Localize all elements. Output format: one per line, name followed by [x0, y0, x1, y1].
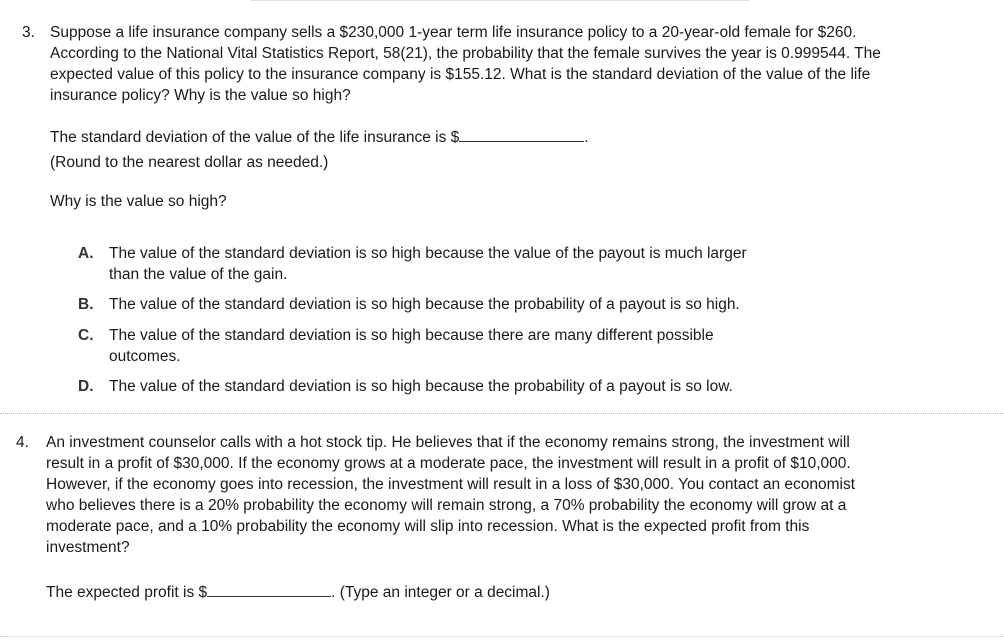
- question-4-answer-row: [46, 582, 550, 603]
- page-top-edge: [250, 0, 750, 1]
- choice-b[interactable]: [78, 294, 878, 315]
- page-bottom-edge: [0, 636, 1004, 637]
- choice-d-line: The value of the standard deviation is so high because the probability of a payout is so low.: [109, 378, 733, 395]
- choice-a[interactable]: [78, 243, 878, 285]
- choice-c-letter: C.: [78, 327, 94, 344]
- choice-a-letter: A.: [78, 245, 94, 262]
- question-3-line: Suppose a life insurance company sells a $230,000 1-year term life insurance policy to a 20-year-old female for $260.: [50, 24, 857, 41]
- question-4-line: result in a profit of $30,000. If the economy grows at a moderate pace, the investment will result in a profit of $10,000.: [46, 455, 851, 472]
- choice-c-line: The value of the standard deviation is so high because there are many different possible: [109, 327, 714, 344]
- question-3-answer-prefix: The standard deviation of the value of the life insurance is $: [50, 129, 460, 146]
- question-4-number: 4.: [16, 434, 29, 451]
- question-3-line: According to the National Vital Statistics Report, 58(21), the probability that the female survives the year is 0.999544. The: [50, 45, 881, 62]
- choice-c-text: [109, 325, 714, 367]
- choice-c-line: outcomes.: [109, 348, 181, 365]
- question-3-why-prompt: Why is the value so high?: [50, 193, 227, 210]
- question-4-answer-blank[interactable]: [207, 582, 331, 597]
- choice-a-line: than the value of the gain.: [109, 266, 288, 283]
- question-4-line: investment?: [46, 539, 130, 556]
- question-4-answer-prefix: The expected profit is $: [46, 584, 208, 601]
- question-3-line: insurance policy? Why is the value so high?: [50, 87, 351, 104]
- choice-b-letter: B.: [78, 296, 94, 313]
- choice-c[interactable]: [78, 325, 878, 367]
- choice-b-line: The value of the standard deviation is so high because the probability of a payout is so high.: [109, 296, 740, 313]
- question-3-line: expected value of this policy to the insurance company is $155.12. What is the standard deviation of the value of the life: [50, 66, 871, 83]
- question-4-line: moderate pace, and a 10% probability the economy will slip into recession. What is the expected profit from this: [46, 518, 810, 535]
- question-4-line: An investment counselor calls with a hot stock tip. He believes that if the economy remains strong, the investment will: [46, 434, 850, 451]
- question-3-answer-row: [50, 127, 589, 148]
- question-4-answer-suffix: . (Type an integer or a decimal.): [331, 584, 550, 601]
- choice-d-letter: D.: [78, 378, 94, 395]
- choice-b-text: [109, 294, 740, 315]
- choice-a-line: The value of the standard deviation is so high because the value of the payout is much larger: [109, 245, 747, 262]
- question-4-line: However, if the economy goes into recession, the investment will result in a loss of $30,000. You contact an economist: [46, 476, 856, 493]
- question-4-text: [46, 432, 855, 558]
- choice-d[interactable]: [78, 376, 878, 397]
- choice-d-text: [109, 376, 733, 397]
- question-divider: [0, 413, 1004, 414]
- question-3-answer-blank[interactable]: [459, 127, 584, 142]
- question-3-round-note: (Round to the nearest dollar as needed.): [50, 154, 329, 171]
- question-3-text: [50, 22, 881, 106]
- question-3-number: 3.: [22, 24, 35, 41]
- question-4-line: who believes there is a 20% probability the economy will remain strong, a 70% probability the economy will grow at a: [46, 497, 847, 514]
- choice-a-text: [109, 243, 747, 285]
- question-3-answer-suffix: .: [584, 129, 589, 146]
